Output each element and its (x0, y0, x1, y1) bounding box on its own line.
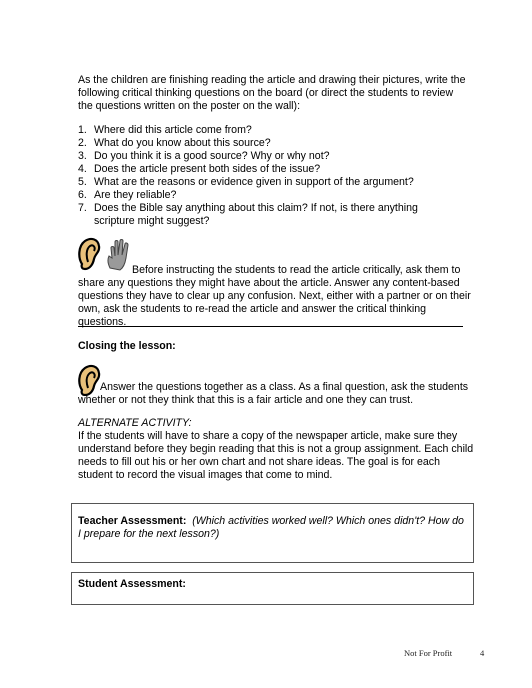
critical-reading-paragraph: Before instructing the students to read the article critically, ask them to share any questions they might have about the article. Answer any content-based questions they have to clear up any confusion. Next, either with a partner or on their own, ask the students to re-read the article and answer the critical thinking questions. (78, 264, 471, 328)
list-item: 6. Are they reliable? (78, 189, 177, 201)
teacher-assessment-prompt: (Which activities worked well? Which ones didn't? How do I prepare for the next lesson?) (78, 515, 464, 540)
critical-thinking-questions (78, 124, 470, 228)
student-assessment-label: Student Assessment: (78, 578, 186, 590)
list-item: 5. What are the reasons or evidence given in support of the argument? (78, 176, 414, 188)
list-item: 3. Do you think it is a good source? Why or why not? (78, 150, 330, 162)
footer-text: Not For Profit (404, 648, 453, 658)
list-item: 7. Does the Bible say anything about this claim? If not, is there anything scripture might suggest? (78, 202, 418, 227)
section-divider (78, 326, 463, 327)
intro-paragraph: As the children are finishing reading the article and drawing their pictures, write the following critical thinking questions on the board (or direct the students to review the questions written on the poster on the wall): (78, 74, 466, 112)
alternate-activity-heading: ALTERNATE ACTIVITY: (78, 417, 192, 429)
list-item: 1. Where did this article come from? (78, 124, 252, 136)
alternate-activity-paragraph: If the students will have to share a copy of the newspaper article, make sure they understand before they begin reading that this is not a group assignment. Each child needs to fill out his or her own chart and not share ideas. The goal is for each student to record the visual images that come to mind. (78, 430, 474, 481)
student-assessment-box[interactable] (71, 572, 474, 605)
page-number: 4 (480, 648, 485, 658)
teacher-assessment-label: Teacher Assessment: (78, 515, 187, 527)
list-item: 2. What do you know about this source? (78, 137, 271, 149)
list-item: 4. Does the article present both sides of the issue? (78, 163, 321, 175)
teacher-assessment-text (78, 515, 466, 541)
closing-heading: Closing the lesson: (78, 340, 176, 352)
teacher-assessment-box[interactable] (71, 503, 474, 563)
closing-paragraph: Answer the questions together as a class. As a final question, ask the students whether or not they think that this is a fair article and one they can trust. (78, 381, 469, 406)
